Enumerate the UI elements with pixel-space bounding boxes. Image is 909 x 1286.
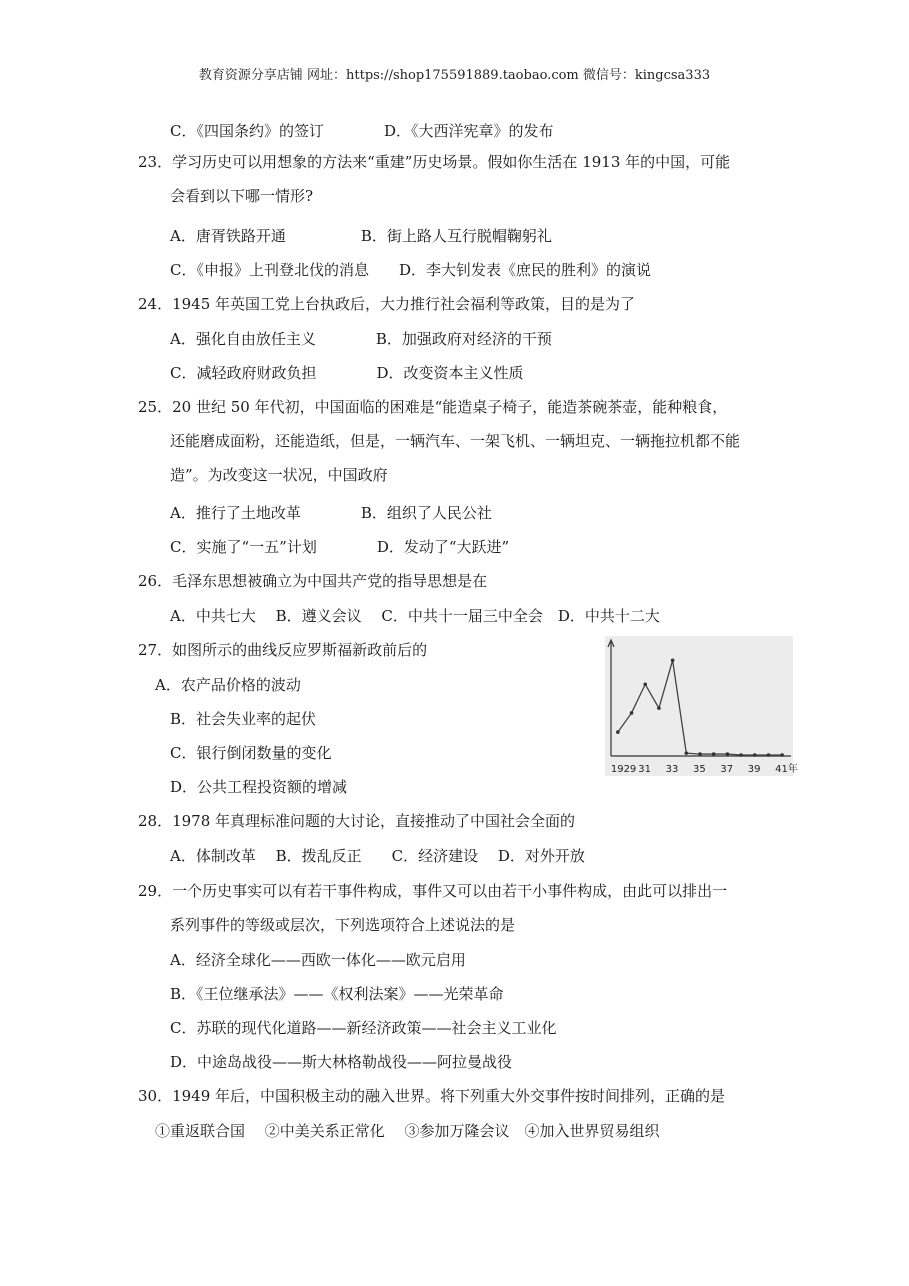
- q29-stem-2: 系列事件的等级或层次，下列选项符合上述说法的是: [170, 916, 516, 934]
- q30-items: ①重返联合国 ②中美关系正常化 ③参加万隆会议 ④加入世界贸易组织: [155, 1122, 660, 1140]
- data-point-1931: [643, 682, 647, 686]
- q29-stem-1: 29．一个历史事实可以有若干事件构成，事件又可以由若干小事件构成，由此可以排出一: [138, 882, 728, 900]
- x-tick-label-1: 31: [638, 764, 651, 775]
- data-point-1934: [685, 751, 689, 755]
- data-point-1938: [739, 753, 743, 757]
- q26-opts: A．中共七大 B．遵义会议 C．中共十一届三中全会 D．中共十二大: [170, 607, 660, 625]
- data-point-1936: [712, 752, 716, 756]
- x-tick-label-5: 39: [747, 764, 761, 775]
- data-point-1935: [698, 752, 702, 756]
- q29-opt-a: A．经济全球化——西欧一体化——欧元启用: [170, 951, 466, 969]
- q25-stem-1: 25．20 世纪 50 年代初，中国面临的困难是“能造桌子椅子，能造茶碗茶壶，能种粮食，: [138, 398, 728, 416]
- page-header: 教育资源分享店铺 网址：https://shop175591889.taobao.com 微信号：kingcsa333: [198, 68, 711, 83]
- q28-opts: A．体制改革 B．拨乱反正 C．经济建设 D．对外开放: [170, 847, 585, 865]
- q25-opts-ab: A．推行了土地改革 B．组织了人民公社: [170, 504, 492, 522]
- q25-opts-cd: C．实施了“一五”计划 D．发动了“大跃进”: [170, 538, 510, 556]
- q22-opts-cd: C．《四国条约》的签订 D．《大西洋宪章》的发布: [170, 122, 554, 140]
- q27-stem: 27．如图所示的曲线反应罗斯福新政前后的: [138, 641, 428, 659]
- q27-opt-b: B．社会失业率的起伏: [170, 710, 317, 728]
- q24-opts-ab: A．强化自由放任主义 B．加强政府对经济的干预: [170, 330, 552, 348]
- q29-opt-c: C．苏联的现代化道路——新经济政策——社会主义工业化: [170, 1019, 557, 1037]
- x-tick-label-4: 37: [720, 764, 734, 775]
- data-point-1932: [657, 706, 661, 710]
- x-tick-label-2: 33: [665, 764, 679, 775]
- q29-opt-b: B．《王位继承法》——《权利法案》——光荣革命: [170, 985, 504, 1003]
- data-point-1933: [671, 659, 675, 663]
- q25-stem-2: 还能磨成面粉，还能造纸，但是，一辆汽车、一架飞机、一辆坦克、一辆拖拉机都不能: [170, 432, 741, 450]
- data-point-1937: [726, 752, 730, 756]
- series-line: [618, 660, 782, 755]
- q27-opt-c: C．银行倒闭数量的变化: [170, 744, 332, 762]
- x-tick-label-6: 41年: [775, 764, 798, 775]
- q25-stem-3: 造”。为改变这一状况，中国政府: [170, 466, 388, 484]
- q23-opts-cd: C．《申报》上刊登北伐的消息 D．李大钊发表《庶民的胜利》的演说: [170, 261, 652, 279]
- data-point-1930: [630, 711, 634, 715]
- q23-opts-ab: A．唐胥铁路开通 B．街上路人互行脱帽鞠躬礼: [170, 227, 552, 245]
- x-tick-label-0: 1929: [610, 764, 637, 775]
- line-chart: [605, 636, 798, 776]
- data-point-1940: [767, 753, 771, 757]
- q23-stem-1: 23．学习历史可以用想象的方法来“重建”历史场景。假如你生活在 1913 年的中国，可能: [138, 153, 731, 171]
- x-tick-label-3: 35: [693, 764, 706, 775]
- q27-opt-a: A．农产品价格的波动: [155, 676, 301, 694]
- data-point-1929: [616, 730, 620, 734]
- question-27-figure: [605, 636, 798, 776]
- data-point-1941: [780, 753, 784, 757]
- q24-opts-cd: C．减轻政府财政负担 D．改变资本主义性质: [170, 364, 524, 382]
- q27-opt-d: D．公共工程投资额的增减: [170, 778, 348, 796]
- data-point-1939: [753, 753, 757, 757]
- q26-stem: 26．毛泽东思想被确立为中国共产党的指导思想是在: [138, 572, 488, 590]
- q24-stem: 24．1945 年英国工党上台执政后，大力推行社会福利等政策，目的是为了: [138, 295, 636, 313]
- q28-stem: 28．1978 年真理标准问题的大讨论，直接推动了中国社会全面的: [138, 812, 576, 830]
- q29-opt-d: D．中途岛战役——斯大林格勒战役——阿拉曼战役: [170, 1053, 513, 1071]
- q23-stem-2: 会看到以下哪一情形?: [170, 187, 314, 205]
- q30-stem: 30．1949 年后，中国积极主动的融入世界。将下列重大外交事件按时间排列，正确的是: [138, 1087, 726, 1105]
